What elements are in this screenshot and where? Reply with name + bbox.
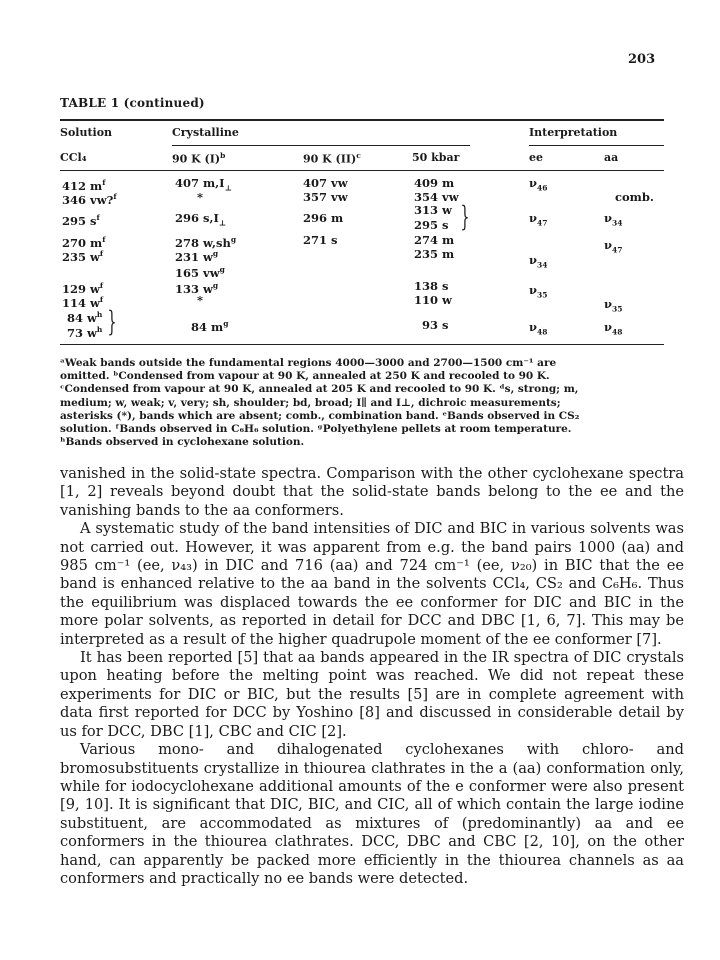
header-90k-i: 90 K $(I)^b$: [172, 151, 226, 166]
table-top-rule: [60, 119, 664, 121]
header-crystalline: Crystalline: [172, 126, 239, 139]
table-cell-aa: comb.: [615, 190, 654, 204]
table-cell-90k-i: 165 $vw^g$: [175, 265, 225, 280]
table-bottom-rule: [60, 344, 664, 345]
paragraph: Various mono- and dihalogenated cyclohexanes with chloro- and bromosubstituents crystallize in thiourea clathrates in the a (aa) conformation only, while for iodocyclohexane additional amounts of the e conformer were also present [9, 10]. It is significant that DIC, BIC, and CIC, all of which contain the large iodine substituent, are accommodated as mixtures of (predominantly) aa and ee conformers in the thiourea clathrates. DCC, DBC and CBC [2, 10], on the other hand, can apparently be packed more efficiently in the thiourea channels as aa conformers and practically no ee bands were detected.: [60, 741, 684, 887]
table-cell-aa: $\nu_{34}$: [604, 211, 623, 228]
table-cell-90k-i: 133 $w^g$: [175, 281, 219, 296]
table-cell-90k-i: 231 $w^g$: [175, 249, 219, 264]
header-ee: ee: [529, 151, 543, 164]
paragraph: It has been reported [5] that aa bands appeared in the IR spectra of DIC crystals upon heating before the melting point was reached. We did not repeat these experiments for DIC or BIC, but the results [5] are in complete agreement with data first reported for DCC by Yoshino [8] and discussed in considerable detail by us for DCC, DBC [1], CBC and CIC [2].: [60, 649, 684, 740]
header-50kbar: 50 kbar: [412, 151, 460, 164]
table-cell-90k-i: *: [197, 293, 204, 307]
header-bottom-rule: [60, 170, 664, 171]
table-cell-50kbar: 110 w: [414, 293, 452, 307]
table-cell-50kbar-a: 313 w: [414, 203, 452, 217]
footnote-line: omitted. ᵇCondensed from vapour at 90 K, annealed at 250 K and recooled to 90 K.: [60, 370, 550, 383]
table-cell-50kbar: 138 s: [414, 279, 449, 293]
header-90k-ii: 90 K (II)$^c$: [303, 151, 361, 166]
crystalline-group-rule: [172, 145, 470, 146]
table-cell-solution-a: 84 $w^h$: [67, 310, 103, 325]
table-cell-solution: 129 $w^f$: [62, 281, 104, 296]
table-cell-50kbar: 409 m: [414, 176, 455, 190]
right-brace-icon: }: [460, 200, 470, 233]
table-cell-50kbar-b: 295 s: [414, 218, 449, 232]
table-cell-90k-i: 278 $w,sh^g$: [175, 235, 237, 250]
paragraph: vanished in the solid-state spectra. Comparison with the other cyclohexane spectra [1, 2] reveals beyond doubt that the solid-state bands belong to the ee and the vanishing bands to the aa conformers.: [60, 465, 684, 519]
table-cell-ee: $\nu_{35}$: [529, 283, 548, 300]
footnote-line: asterisks (*), bands which are absent; comb., combination band. ᵉBands observed in CS₂: [60, 409, 580, 422]
table-cell-solution: 412 $m^f$: [62, 178, 106, 193]
footnote-line: ᶜCondensed from vapour at 90 K, annealed at 205 K and recooled to 90 K. ᵈs, strong; m,: [60, 383, 579, 396]
table-cell-solution: 114 $w^f$: [62, 295, 104, 310]
table-caption: TABLE 1 (continued): [60, 96, 205, 110]
table-cell-90k-i: 84 $m^g$: [191, 319, 229, 334]
table-cell-ee: $\nu_{34}$: [529, 253, 548, 270]
footnote-line: solution. ᶠBands observed in C₆H₆ solution. ᵍPolyethylene pellets at room temperature.: [60, 423, 572, 436]
table-cell-90k-i: 296 $s,I_\perp$: [175, 211, 227, 228]
right-brace-icon: }: [107, 305, 117, 338]
header-interpretation: Interpretation: [529, 126, 618, 139]
table-cell-solution: 270 $m^f$: [62, 235, 106, 250]
interpretation-group-rule: [529, 145, 664, 146]
table-cell-aa: $\nu_{47}$: [604, 238, 623, 255]
header-solution: Solution: [60, 126, 113, 139]
table-cell-50kbar: 93 s: [422, 318, 449, 332]
table-cell-90k-ii: 271 s: [303, 233, 338, 247]
footnote-line: medium; w, weak; v, very; sh, shoulder; bd, broad; I∥ and I⊥, dichroic measurements;: [60, 396, 561, 409]
paragraph: A systematic study of the band intensities of DIC and BIC in various solvents was not carried out. However, it was apparent from e.g. the band pairs 1000 (aa) and 985 cm⁻¹ (ee, ν₄₃) in DIC and 716 (aa) and 724 cm⁻¹ (ee, ν₂₀) in BIC that the ee band is enhanced relative to the aa band in the solvents CCl₄, CS₂ and C₆H₆. Thus the equilibrium was displaced towards the ee conformer for DIC and BIC in the more polar solvents, as reported in detail for DCC and DBC [1, 6, 7]. This may be interpreted as a result of the higher quadrupole moment of the ee conformer [7].: [60, 520, 684, 648]
table-cell-50kbar: 274 m: [414, 233, 455, 247]
table-cell-aa: $\nu_{35}$: [604, 297, 623, 314]
table-cell-ee: $\nu_{48}$: [529, 320, 548, 337]
table-cell-90k-i: *: [197, 190, 204, 204]
page-number: 203: [628, 52, 656, 67]
table-cell-50kbar: 235 m: [414, 247, 455, 261]
table-cell-solution: 295 $s^f$: [62, 213, 100, 228]
table-cell-solution: 235 $w^f$: [62, 249, 104, 264]
table-cell-solution: 346 vw?$^f$: [62, 192, 117, 207]
table-cell-90k-ii: 357 vw: [303, 190, 348, 204]
body-text: [60, 465, 684, 888]
table-footnotes: [60, 357, 672, 449]
table-cell-90k-i: 407 $m,I_\perp$: [175, 176, 232, 193]
table-cell-ee: $\nu_{46}$: [529, 176, 548, 193]
footnote-line: ʰBands observed in cyclohexane solution.: [60, 436, 305, 449]
table-cell-90k-ii: 296 m: [303, 211, 344, 225]
footnote-line: ᵃWeak bands outside the fundamental regions 4000—3000 and 2700—1500 cm⁻¹ are: [60, 357, 557, 369]
header-ccl4: CCl₄: [60, 151, 87, 164]
table-cell-50kbar: 354 vw: [414, 190, 459, 204]
header-aa: aa: [604, 151, 619, 164]
table-cell-90k-ii: 407 vw: [303, 176, 348, 190]
table-cell-ee: $\nu_{47}$: [529, 211, 548, 228]
table-cell-aa: $\nu_{48}$: [604, 320, 623, 337]
table-cell-solution-b: 73 $w^h$: [67, 325, 103, 340]
